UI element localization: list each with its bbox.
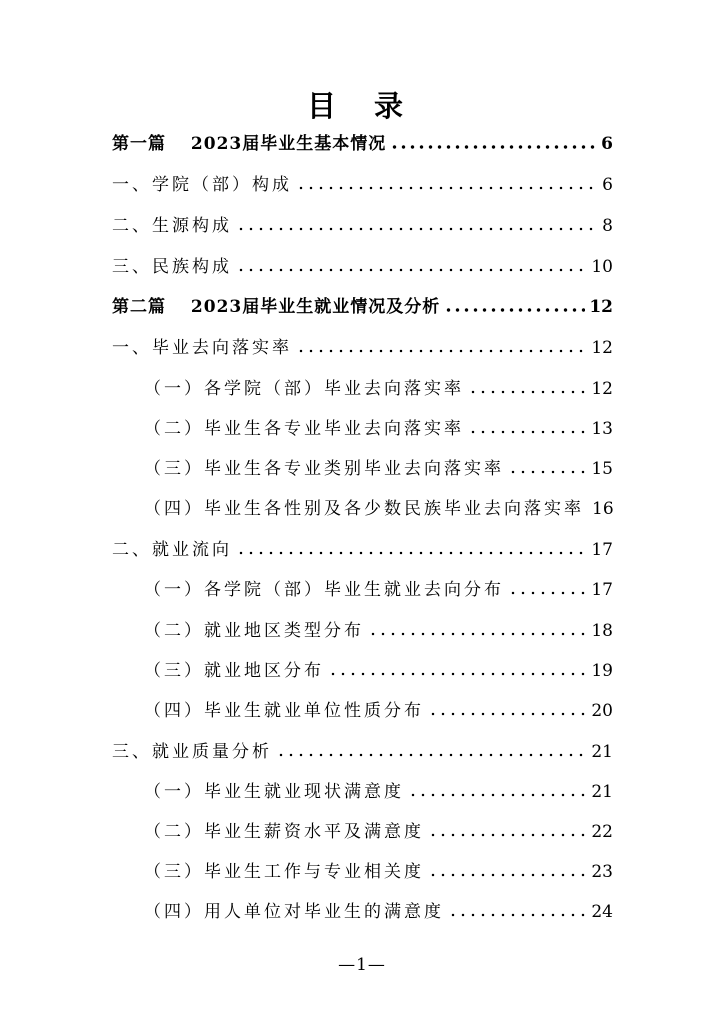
toc-entry-label: （三）毕业生工作与专业相关度 (144, 862, 424, 882)
toc-entry-page: 24 (591, 902, 613, 922)
toc-entry-label: （三）就业地区分布 (144, 661, 324, 681)
toc-leader (236, 226, 598, 232)
toc-entry-page: 6 (601, 134, 613, 154)
toc-leader (390, 144, 597, 150)
toc-entry-subsection[interactable] (144, 854, 613, 884)
toc-title: 目 录 (306, 89, 418, 123)
toc-leader (508, 590, 587, 596)
toc-entry-page: 22 (591, 822, 613, 842)
toc-leader (296, 348, 587, 354)
toc-entry-label: （二）毕业生薪资水平及满意度 (144, 822, 424, 842)
toc-entry-section[interactable] (112, 249, 613, 279)
toc-leader (428, 711, 587, 717)
toc-entry-label: （一）各学院（部）毕业去向落实率 (144, 379, 464, 399)
toc-leader (368, 631, 587, 637)
toc-entry-page: 18 (591, 621, 613, 641)
toc-entry-page: 17 (591, 580, 613, 600)
toc-entry-label: （二）毕业生各专业毕业去向落实率 (144, 419, 464, 439)
toc-entry-page: 13 (591, 419, 613, 439)
toc-entry-subsection[interactable] (144, 491, 613, 521)
toc-entry-subsection[interactable] (144, 693, 613, 723)
toc-entry-subsection[interactable] (144, 774, 613, 804)
toc-entry-page: 12 (591, 338, 613, 358)
toc-entry-label: （一）各学院（部）毕业生就业去向分布 (144, 580, 504, 600)
toc-entry-subsection[interactable] (144, 894, 613, 924)
toc-entry-section[interactable] (112, 734, 613, 764)
toc-entry-subsection[interactable] (144, 451, 613, 481)
toc-leader (408, 792, 587, 798)
toc-entry-page: 23 (591, 862, 613, 882)
toc-entry-subsection[interactable] (144, 613, 613, 643)
toc-entry-part-2[interactable] (112, 289, 613, 319)
toc-leader (296, 185, 598, 191)
toc-leader (444, 307, 585, 313)
toc-entry-label: 第二篇 2023届毕业生就业情况及分析 (112, 297, 441, 317)
toc-entry-page: 6 (602, 175, 613, 195)
toc-entry-page: 20 (591, 701, 613, 721)
toc-entry-page: 16 (592, 499, 614, 519)
toc-entry-part-1[interactable] (112, 126, 613, 156)
toc-entry-label: （四）用人单位对毕业生的满意度 (144, 902, 444, 922)
toc-leader (236, 267, 587, 273)
toc-entry-subsection[interactable] (144, 653, 613, 683)
toc-leader (448, 912, 587, 918)
toc-entry-subsection[interactable] (144, 572, 613, 602)
toc-entry-page: 21 (591, 782, 613, 802)
toc-entry-label: （二）就业地区类型分布 (144, 621, 364, 641)
toc-entry-section[interactable] (112, 167, 613, 197)
toc-leader (428, 872, 587, 878)
toc-entry-label: （四）毕业生各性别及各少数民族毕业去向落实率 (144, 499, 584, 519)
toc-entry-label: 第一篇 2023届毕业生基本情况 (112, 134, 387, 154)
toc-entry-section[interactable] (112, 532, 613, 562)
toc-leader (508, 469, 587, 475)
toc-entry-label: （一）毕业生就业现状满意度 (144, 782, 404, 802)
toc-leader (428, 832, 587, 838)
toc-entry-subsection[interactable] (144, 371, 613, 401)
toc-entry-label: 三、民族构成 (112, 257, 232, 277)
toc-entry-label: 一、毕业去向落实率 (112, 338, 292, 358)
toc-entry-page: 8 (602, 216, 613, 236)
toc-entry-subsection[interactable] (144, 814, 613, 844)
toc-entry-label: （四）毕业生就业单位性质分布 (144, 701, 424, 721)
toc-entry-page: 15 (591, 459, 613, 479)
toc-entry-label: 二、就业流向 (112, 540, 232, 560)
toc-leader (276, 752, 587, 758)
toc-entry-page: 19 (591, 661, 613, 681)
toc-entry-page: 21 (591, 742, 613, 762)
toc-entry-label: （三）毕业生各专业类别毕业去向落实率 (144, 459, 504, 479)
toc-entry-page: 12 (591, 379, 613, 399)
toc-entry-page: 17 (591, 540, 613, 560)
toc-entry-section[interactable] (112, 330, 613, 360)
toc-entry-label: 一、学院（部）构成 (112, 175, 292, 195)
toc-entry-label: 二、生源构成 (112, 216, 232, 236)
toc-leader (236, 550, 587, 556)
toc-entry-page: 10 (591, 257, 613, 277)
toc-entry-label: 三、就业质量分析 (112, 742, 272, 762)
toc-leader (468, 389, 587, 395)
toc-leader (328, 671, 587, 677)
toc-leader (468, 429, 587, 435)
toc-entry-subsection[interactable] (144, 411, 613, 441)
page-number: —1— (338, 955, 386, 975)
toc-entry-section[interactable] (112, 208, 613, 238)
toc-entry-page: 12 (589, 297, 613, 317)
